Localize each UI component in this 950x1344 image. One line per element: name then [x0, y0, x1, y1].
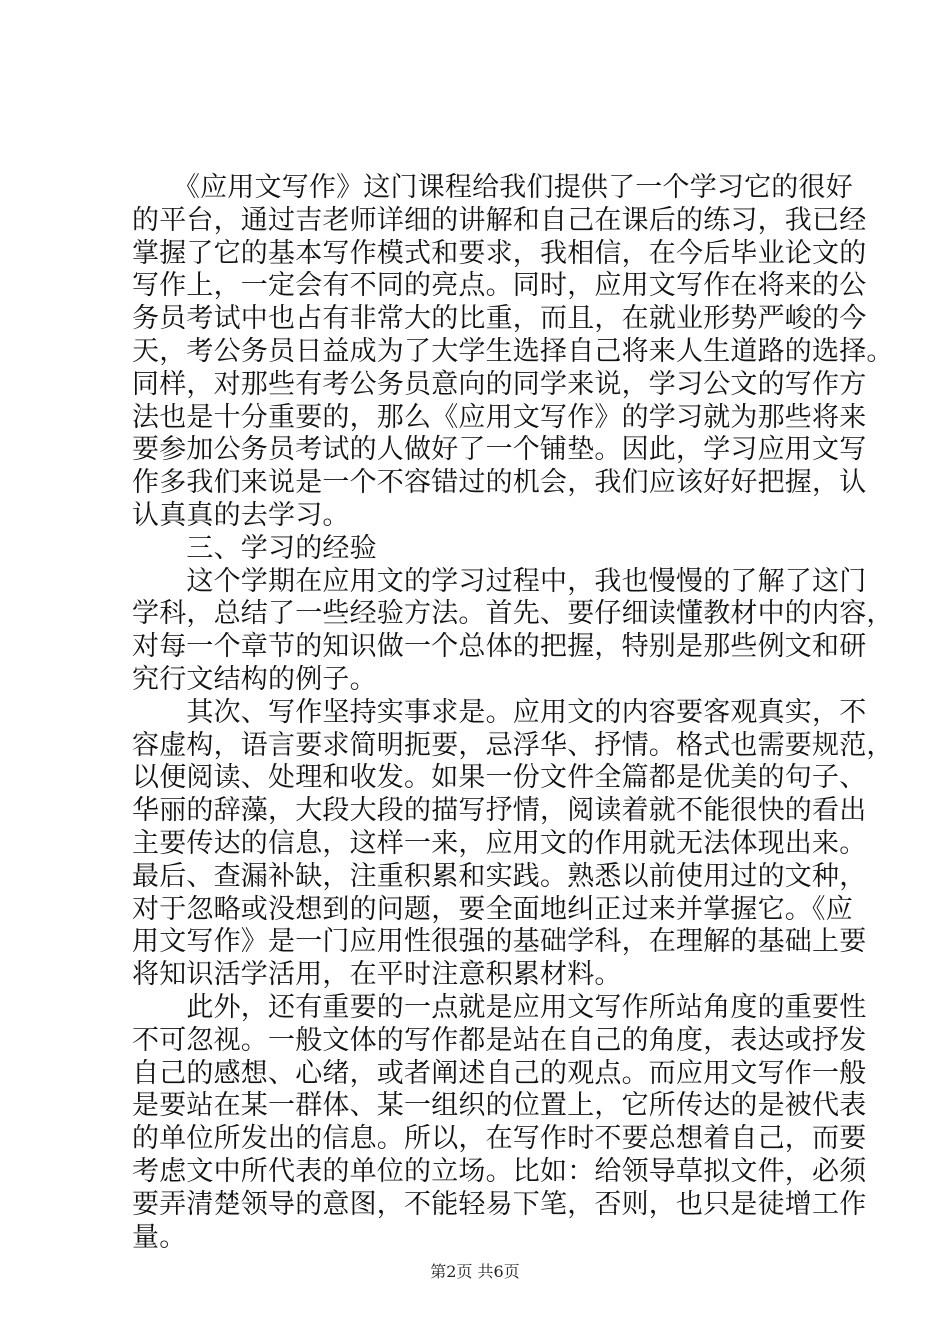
text-line: 最后、查漏补缺，注重积累和实践。熟悉以前使用过的文种，	[132, 860, 867, 892]
text-line: 作多我们来说是一个不容错过的机会，我们应该好好把握，认	[132, 467, 867, 499]
text-line: 写作上，一定会有不同的亮点。同时，应用文写作在将来的公	[132, 270, 867, 302]
text-line: 这个学期在应用文的学习过程中，我也慢慢的了解了这门	[132, 565, 867, 597]
text-line: 认真真的去学习。	[132, 499, 350, 531]
text-line: 同样，对那些有考公务员意向的同学来说，学习公文的写作方	[132, 368, 867, 400]
text-line: 是要站在某一群体、某一组织的位置上，它所传达的是被代表	[132, 1090, 867, 1122]
text-line: 对每一个章节的知识做一个总体的把握，特别是那些例文和研	[132, 631, 867, 663]
text-line: 天，考公务员日益成为了大学生选择自己将来人生道路的选择。	[132, 335, 894, 367]
text-line: 以便阅读、处理和收发。如果一份文件全篇都是优美的句子、	[132, 762, 867, 794]
text-line: 务员考试中也占有非常大的比重，而且，在就业形势严峻的今	[132, 303, 867, 335]
text-line: 对于忽略或没想到的问题，要全面地纠正过来并掌握它。《应	[132, 893, 853, 925]
text-line: 量。	[132, 1221, 187, 1253]
text-line: 用文写作》是一门应用性很强的基础学科，在理解的基础上要	[132, 926, 867, 958]
text-line: 华丽的辞藻，大段大段的描写抒情，阅读着就不能很快的看出	[132, 795, 867, 827]
text-line: 学科，总结了一些经验方法。首先、要仔细读懂教材中的内容，	[132, 598, 894, 630]
text-line: 此外，还有重要的一点就是应用文写作所站角度的重要性	[132, 991, 867, 1023]
text-line: 容虚构，语言要求简明扼要，忌浮华、抒情。格式也需要规范，	[132, 729, 894, 761]
text-line: 考虑文中所代表的单位的立场。比如：给领导草拟文件，必须	[132, 1155, 867, 1187]
text-line: 法也是十分重要的，那么《应用文写作》的学习就为那些将来	[132, 401, 867, 433]
text-line: 《应用文写作》这门课程给我们提供了一个学习它的很好	[132, 172, 853, 203]
body-text	[132, 172, 894, 1254]
text-line: 掌握了它的基本写作模式和要求，我相信，在今后毕业论文的	[132, 237, 867, 269]
text-line: 不可忽视。一般文体的写作都是站在自己的角度，表达或抒发	[132, 1024, 867, 1056]
page-number-footer: 第2页 共6页	[430, 1262, 520, 1281]
text-line: 的单位所发出的信息。所以，在写作时不要总想着自己，而要	[132, 1123, 867, 1155]
text-line: 究行文结构的例子。	[132, 663, 377, 695]
text-line: 自己的感想、心绪，或者阐述自己的观点。而应用文写作一般	[132, 1057, 867, 1089]
text-line: 要参加公务员考试的人做好了一个铺垫。因此，学习应用文写	[132, 434, 867, 466]
text-line: 的平台，通过吉老师详细的讲解和自己在课后的练习，我已经	[132, 204, 867, 236]
section-heading: 三、学习的经验	[132, 532, 377, 564]
text-line: 其次、写作坚持实事求是。应用文的内容要客观真实，不	[132, 696, 867, 728]
text-line: 主要传达的信息，这样一来，应用文的作用就无法体现出来。	[132, 827, 867, 859]
text-line: 要弄清楚领导的意图，不能轻易下笔，否则，也只是徒增工作	[132, 1188, 867, 1220]
text-line: 将知识活学活用，在平时注意积累材料。	[132, 959, 622, 991]
